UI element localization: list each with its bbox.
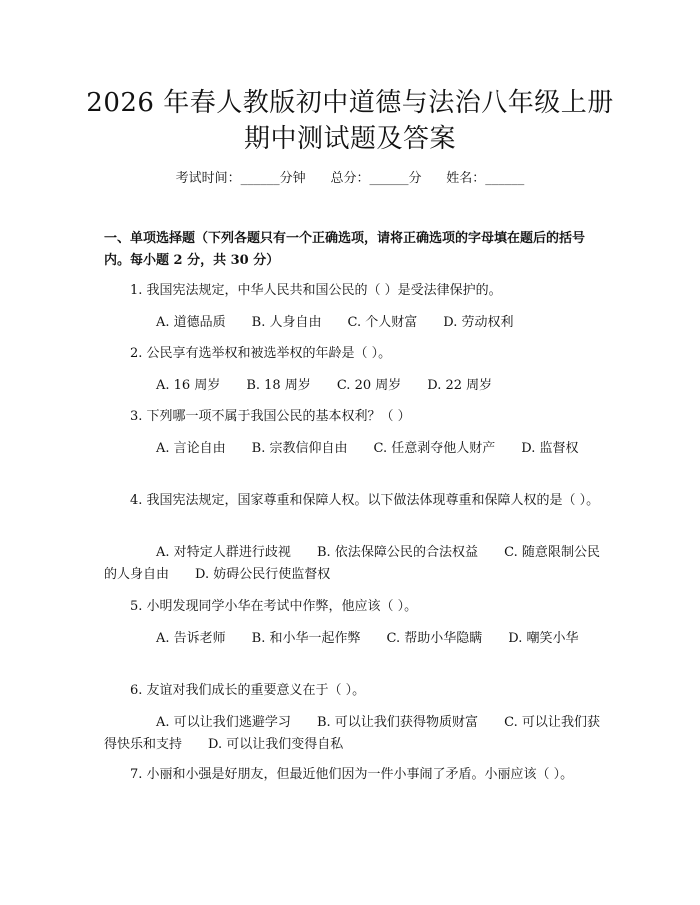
question-5: 5. 小明发现同学小华在考试中作弊，他应该（ ）。: [130, 599, 418, 614]
option-c: C. 20 周岁: [336, 378, 402, 393]
page-subtitle: 期中测试题及答案: [243, 124, 456, 154]
option-d: D. 劳动权利: [443, 315, 514, 330]
section-heading: 一、单项选择题（下列各题只有一个正确选项，请将正确选项的字母填在题后的括号内。每小题 2 分，共 30 分）: [104, 231, 586, 268]
question-3-options: [104, 438, 600, 460]
option-b: B. 可以让我们获得物质财富: [316, 715, 479, 730]
option-a: A. 告诉老师: [156, 631, 226, 646]
total-score-field: 总分：______分: [330, 171, 422, 186]
option-b: B. 依法保障公民的合法权益: [316, 545, 479, 560]
question-1-options: [104, 312, 600, 334]
option-d: D. 妨碍公民行使监督权: [195, 567, 331, 582]
option-a: A. 16 周岁: [156, 378, 221, 393]
student-name-field: 姓名：______: [446, 171, 525, 186]
option-d: D. 22 周岁: [427, 378, 493, 393]
option-c: C. 个人财富: [347, 315, 418, 330]
question-4: 4. 我国宪法规定，国家尊重和保障人权。以下做法体现尊重和保障人权的是（ ）。: [130, 493, 600, 508]
question-7: 7. 小丽和小强是好朋友，但最近他们因为一件小事闹了矛盾。小丽应该（ ）。: [130, 767, 574, 782]
option-b: B. 人身自由: [251, 315, 322, 330]
option-a: A. 言论自由: [156, 441, 226, 456]
question-6-options: [104, 712, 600, 756]
exam-time-field: 考试时间：______分钟: [175, 171, 306, 186]
question-5-options: [104, 628, 600, 650]
option-c: C. 帮助小华隐瞒: [386, 631, 483, 646]
option-c: C. 任意剥夺他人财产: [373, 441, 496, 456]
option-b: B. 18 周岁: [246, 378, 311, 393]
exam-info-line: [0, 170, 700, 188]
option-a: A. 对特定人群进行歧视: [156, 545, 291, 560]
page-title: 2026 年春人教版初中道德与法治八年级上册: [86, 88, 614, 118]
option-d: D. 嘲笑小华: [508, 631, 579, 646]
question-2: 2. 公民享有选举权和被选举权的年龄是（ ）。: [130, 346, 392, 361]
question-1: 1. 我国宪法规定，中华人民共和国公民的（ ）是受法律保护的。: [130, 283, 502, 298]
option-b: B. 宗教信仰自由: [251, 441, 348, 456]
option-a: A. 可以让我们逃避学习: [156, 715, 291, 730]
option-c: C. 可以让我们获得快乐和支持: [104, 715, 601, 752]
question-4-options: [104, 542, 600, 586]
option-d: D. 监督权: [521, 441, 579, 456]
question-2-options: [104, 375, 600, 397]
option-b: B. 和小华一起作弊: [251, 631, 361, 646]
option-d: D. 可以让我们变得自私: [208, 737, 344, 752]
question-3: 3. 下列哪一项不属于我国公民的基本权利？（ ）: [130, 409, 411, 424]
question-6: 6. 友谊对我们成长的重要意义在于（ ）。: [130, 683, 366, 698]
option-c: C. 随意限制公民的人身自由: [104, 545, 601, 582]
option-a: A. 道德品质: [156, 315, 226, 330]
